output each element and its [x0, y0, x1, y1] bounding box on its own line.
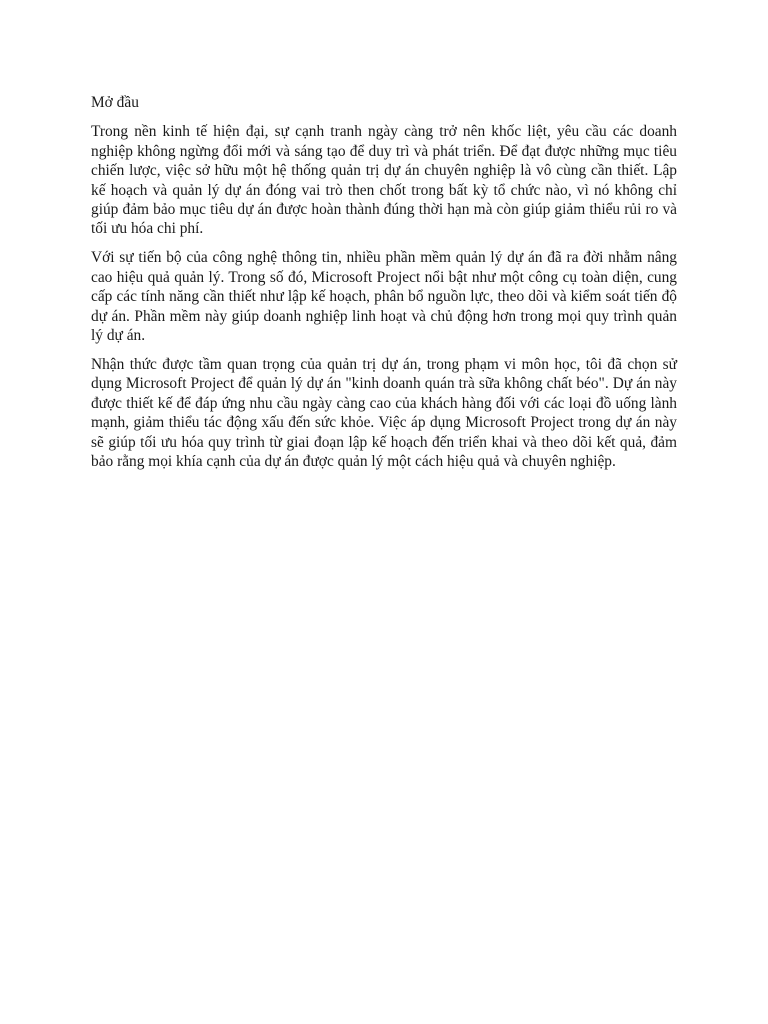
paragraph-1: Trong nền kinh tế hiện đại, sự cạnh tranh ngày càng trở nên khốc liệt, yêu cầu các doanh nghiệp không ngừng đổi mới và sáng tạo để duy trì và phát triển. Để đạt được những mục tiêu chiến lược, việc sở hữu một hệ thống quản trị dự án chuyên nghiệp là vô cùng cần thiết. Lập kế hoạch và quản lý dự án đóng vai trò then chốt trong bất kỳ tổ chức nào, vì nó không chỉ giúp đảm bảo mục tiêu dự án được hoàn thành đúng thời hạn mà còn giúp giảm thiểu rủi ro và tối ưu hóa chi phí. [91, 123, 677, 238]
section-heading: Mở đầu [91, 94, 139, 111]
paragraph-2: Với sự tiến bộ của công nghệ thông tin, nhiều phần mềm quản lý dự án đã ra đời nhằm nâng cao hiệu quả quản lý. Trong số đó, Microsoft Project nổi bật như một công cụ toàn diện, cung cấp các tính năng cần thiết như lập kế hoạch, phân bổ nguồn lực, theo dõi và kiểm soát tiến độ dự án. Phần mềm này giúp doanh nghiệp linh hoạt và chủ động hơn trong mọi quy trình quản lý dự án. [91, 249, 677, 345]
document-body [91, 93, 677, 481]
paragraph-3: Nhận thức được tầm quan trọng của quản trị dự án, trong phạm vi môn học, tôi đã chọn sử dụng Microsoft Project để quản lý dự án "kinh doanh quán trà sữa không chất béo". Dự án này được thiết kế để đáp ứng nhu cầu ngày càng cao của khách hàng đối với các loại đồ uống lành mạnh, giảm thiểu tác động xấu đến sức khỏe. Việc áp dụng Microsoft Project trong dự án này sẽ giúp tối ưu hóa quy trình từ giai đoạn lập kế hoạch đến triển khai và theo dõi kết quả, đảm bảo rằng mọi khía cạnh của dự án được quản lý một cách hiệu quả và chuyên nghiệp. [91, 356, 677, 471]
